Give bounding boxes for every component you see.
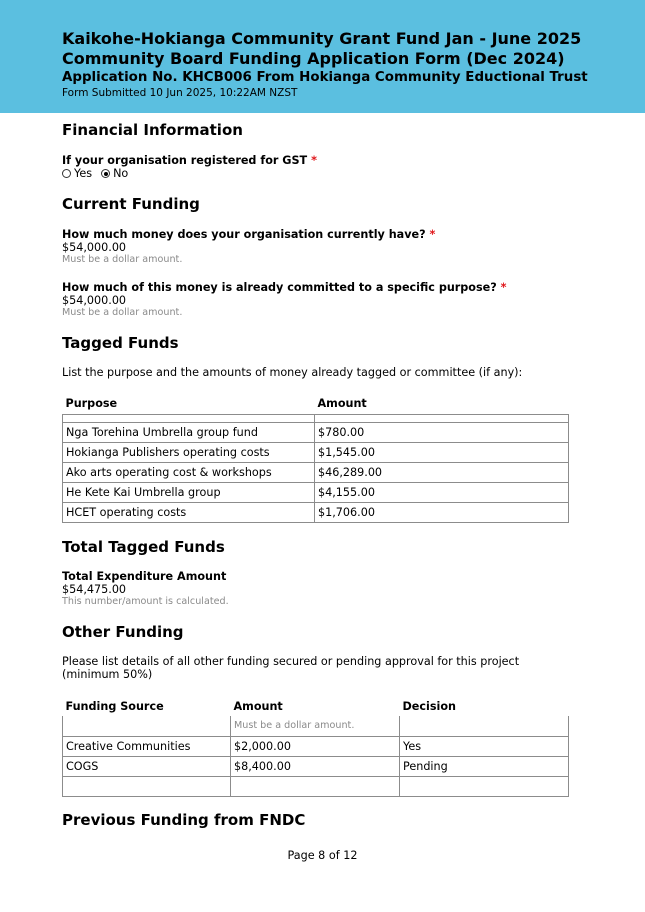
table-cell: [63, 414, 315, 422]
purpose-cell: He Kete Kai Umbrella group: [63, 482, 315, 502]
table-row: [63, 776, 569, 796]
funding-source-cell: [63, 776, 231, 796]
previous-funding-heading: Previous Funding from FNDC: [62, 811, 306, 829]
table-row: [63, 482, 569, 502]
purpose-cell: Ako arts operating cost & workshops: [63, 462, 315, 482]
amount-hint-cell: Must be a dollar amount.: [231, 716, 400, 736]
required-marker: *: [429, 228, 436, 241]
gst-no-radio[interactable]: [101, 169, 110, 178]
required-marker: *: [500, 281, 507, 294]
other-funding-intro: Please list details of all other funding secured or pending approval for this project (minimum 50%): [62, 655, 520, 681]
total-expenditure-value: $54,475.00: [62, 583, 127, 596]
fund-title: Kaikohe-Hokianga Community Grant Fund Jan - June 2025: [62, 29, 582, 48]
gst-question: [62, 154, 317, 167]
amount-column-header: Amount: [317, 397, 367, 411]
amount-cell: $4,155.00: [315, 482, 569, 502]
table-cell: [63, 716, 231, 736]
other-funding-table: [62, 696, 569, 797]
current-money-question: [62, 228, 435, 241]
gst-radio-group: [62, 167, 137, 180]
form-header: [0, 0, 645, 113]
table-row: [63, 736, 569, 756]
funding-source-cell: Creative Communities: [63, 736, 231, 756]
other-funding-heading: Other Funding: [62, 623, 184, 641]
decision-cell: [400, 776, 569, 796]
table-cell: [400, 716, 569, 736]
amount-column-header: Amount: [233, 699, 283, 713]
current-funding-heading: Current Funding: [62, 195, 200, 213]
table-row: [63, 422, 569, 442]
gst-no-label: No: [113, 167, 129, 180]
purpose-cell: Hokianga Publishers operating costs: [63, 442, 315, 462]
amount-cell: $1,545.00: [315, 442, 569, 462]
funding-source-cell: COGS: [63, 756, 231, 776]
amount-cell: $2,000.00: [231, 736, 400, 756]
table-row: [63, 442, 569, 462]
table-row: [63, 462, 569, 482]
table-row: [63, 716, 569, 736]
committed-money-value: $54,000.00: [62, 294, 127, 307]
current-money-value: $54,000.00: [62, 241, 127, 254]
tagged-funds-heading: Tagged Funds: [62, 334, 179, 352]
decision-column-header: Decision: [402, 699, 456, 713]
page-number: Page 8 of 12: [287, 849, 358, 862]
submitted-timestamp: Form Submitted 10 Jun 2025, 10:22AM NZST: [62, 87, 298, 99]
decision-cell: Pending: [400, 756, 569, 776]
required-marker: *: [311, 154, 317, 167]
purpose-column-header: Purpose: [65, 397, 118, 411]
funding-source-column-header: Funding Source: [65, 699, 164, 713]
amount-cell: $780.00: [315, 422, 569, 442]
table-row: [63, 756, 569, 776]
amount-cell: $8,400.00: [231, 756, 400, 776]
table-row: [63, 502, 569, 522]
gst-yes-radio[interactable]: [62, 169, 71, 178]
financial-heading: Financial Information: [62, 121, 243, 139]
amount-cell: $1,706.00: [315, 502, 569, 522]
gst-question-text: If your organisation registered for GST: [62, 154, 308, 167]
committed-money-question: [62, 281, 507, 294]
total-expenditure-hint: This number/amount is calculated.: [62, 596, 229, 607]
current-money-hint: Must be a dollar amount.: [62, 254, 183, 265]
tagged-funds-intro: List the purpose and the amounts of money already tagged or committee (if any):: [62, 366, 523, 379]
tagged-funds-table: [62, 394, 569, 523]
form-title: Community Board Funding Application Form (Dec 2024): [62, 49, 565, 68]
committed-money-hint: Must be a dollar amount.: [62, 307, 183, 318]
current-money-question-text: How much money does your organisation currently have?: [62, 228, 426, 241]
gst-yes-label: Yes: [74, 167, 93, 180]
purpose-cell: Nga Torehina Umbrella group fund: [63, 422, 315, 442]
table-cell: [315, 414, 569, 422]
purpose-cell: HCET operating costs: [63, 502, 315, 522]
decision-cell: Yes: [400, 736, 569, 756]
committed-money-question-text: How much of this money is already committed to a specific purpose?: [62, 281, 497, 294]
amount-cell: [231, 776, 400, 796]
total-expenditure-label: Total Expenditure Amount: [62, 570, 227, 583]
table-row: [63, 414, 569, 422]
total-tagged-heading: Total Tagged Funds: [62, 538, 225, 556]
amount-cell: $46,289.00: [315, 462, 569, 482]
application-number: Application No. KHCB006 From Hokianga Community Eductional Trust: [62, 70, 588, 85]
